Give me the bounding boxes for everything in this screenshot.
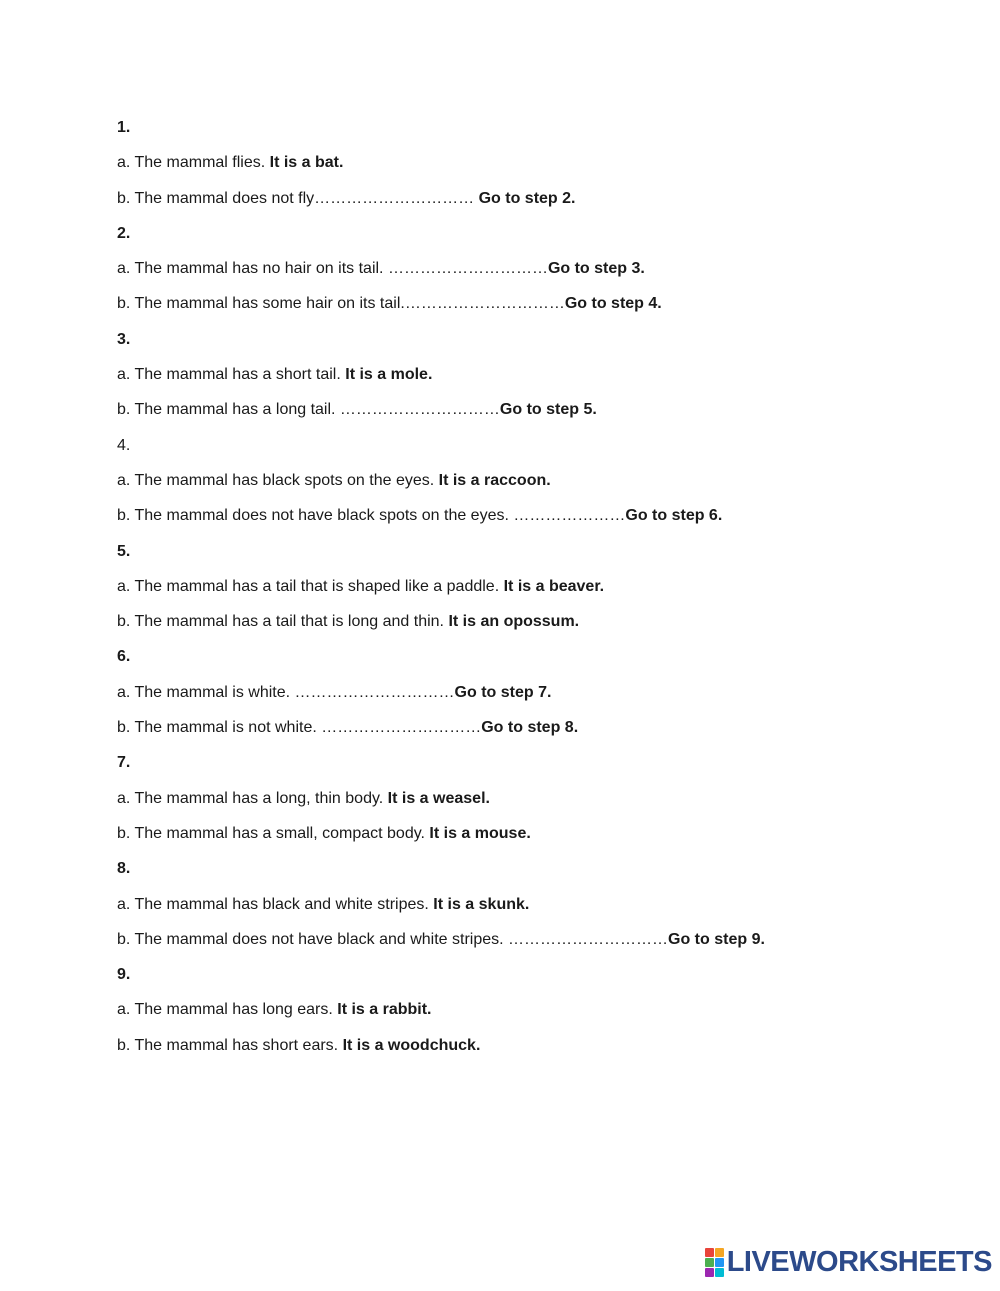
step-number-6: 6. bbox=[117, 648, 131, 666]
step-3a-result: It is a mole. bbox=[345, 366, 433, 384]
step-1b-text: b. The mammal does not fly………………………… bbox=[117, 189, 479, 207]
step-1a-result: It is a bat. bbox=[269, 154, 344, 172]
step-2b-text: b. The mammal has some hair on its tail.………………………… bbox=[117, 295, 565, 313]
step-2a-text: a. The mammal has no hair on its tail. ………………………… bbox=[117, 260, 548, 278]
step-5b-text: b. The mammal has a tail that is long and thin. bbox=[117, 613, 449, 631]
step-9b-text: b. The mammal has short ears. bbox=[117, 1036, 343, 1054]
logo-text: LIVEWORKSHEETS bbox=[726, 1246, 992, 1278]
step-3b-text: b. The mammal has a long tail. ………………………… bbox=[117, 401, 500, 419]
logo-block-2 bbox=[715, 1248, 724, 1257]
step-4b-result: Go to step 6. bbox=[625, 507, 723, 525]
step-9b-result: It is a woodchuck. bbox=[342, 1036, 481, 1054]
step-9a-result: It is a rabbit. bbox=[337, 1001, 432, 1019]
step-9a-text: a. The mammal has long ears. bbox=[117, 1001, 338, 1019]
step-6b-result: Go to step 8. bbox=[481, 719, 579, 737]
step-1b-result: Go to step 2. bbox=[478, 189, 576, 207]
step-1a-text: a. The mammal flies. bbox=[117, 154, 270, 172]
step-4a-result: It is a raccoon. bbox=[438, 471, 551, 489]
logo-block-6 bbox=[715, 1268, 724, 1277]
step-5a-result: It is a beaver. bbox=[503, 577, 605, 595]
step-3a-text: a. The mammal has a short tail. bbox=[117, 366, 346, 384]
step-7a-text: a. The mammal has a long, thin body. bbox=[117, 789, 388, 807]
step-number-3: 3. bbox=[117, 330, 131, 348]
step-number-2: 2. bbox=[117, 224, 131, 242]
step-5b-result: It is an opossum. bbox=[448, 613, 580, 631]
dichotomous-key bbox=[117, 116, 957, 1069]
step-6a-text: a. The mammal is white. ………………………… bbox=[117, 683, 455, 701]
step-number-5: 5. bbox=[117, 542, 131, 560]
step-8b-result: Go to step 9. bbox=[668, 930, 765, 948]
logo-block-5 bbox=[705, 1268, 714, 1277]
step-7b-text: b. The mammal has a small, compact body. bbox=[117, 824, 430, 842]
step-2b-result: Go to step 4. bbox=[564, 295, 662, 313]
step-number-7: 7. bbox=[117, 754, 131, 772]
step-number-9: 9. bbox=[117, 966, 131, 984]
step-4a-text: a. The mammal has black spots on the eyes. bbox=[117, 471, 439, 489]
step-8a-text: a. The mammal has black and white stripes. bbox=[117, 895, 434, 913]
liveworksheets-logo[interactable] bbox=[705, 1247, 992, 1277]
logo-block-4 bbox=[715, 1258, 724, 1267]
step-8b-text: b. The mammal does not have black and white stripes. ………………………… bbox=[117, 930, 669, 948]
step-5a-text: a. The mammal has a tail that is shaped like a paddle. bbox=[117, 577, 504, 595]
logo-block-1 bbox=[705, 1248, 714, 1257]
step-8a-result: It is a skunk. bbox=[433, 895, 530, 913]
step-number-1: 1. bbox=[117, 119, 131, 136]
liveworksheets-logo-icon bbox=[705, 1248, 724, 1277]
step-3b-result: Go to step 5. bbox=[499, 401, 597, 419]
step-number-4: 4. bbox=[117, 436, 131, 454]
step-7b-result: It is a mouse. bbox=[429, 824, 531, 842]
step-6a-result: Go to step 7. bbox=[454, 683, 552, 701]
logo-block-3 bbox=[705, 1258, 714, 1267]
step-2a-result: Go to step 3. bbox=[547, 260, 645, 278]
step-number-8: 8. bbox=[117, 860, 131, 878]
step-6b-text: b. The mammal is not white. ………………………… bbox=[117, 719, 482, 737]
step-4b-text: b. The mammal does not have black spots on the eyes. ………………… bbox=[117, 507, 626, 525]
step-7a-result: It is a weasel. bbox=[387, 789, 490, 807]
